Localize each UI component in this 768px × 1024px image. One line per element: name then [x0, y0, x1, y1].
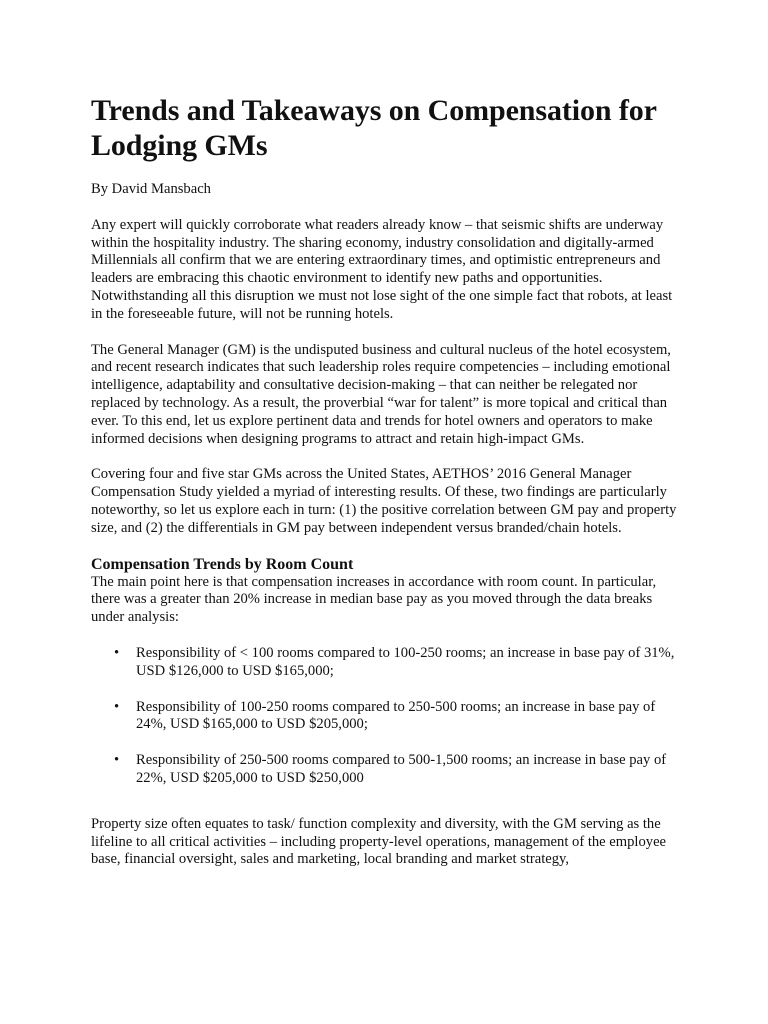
bullet-list [91, 645, 678, 788]
article-title: Trends and Takeaways on Compensation for Lodging GMs [91, 94, 657, 162]
section-intro: The main point here is that compensation increases in accordance with room count. In particular, there was a greater than 20% increase in median base pay as you moved through the data breaks under analysis: [91, 573, 657, 626]
section-heading: Compensation Trends by Room Count [91, 555, 354, 573]
paragraph-general-manager: The General Manager (GM) is the undisputed business and cultural nucleus of the hotel ecosystem, and recent research indicates that such leadership roles require competencies – including emotional intelligence, adaptability and consultative decision-making – that can neither be relegated nor replaced by technology. As a result, the proverbial “war for talent” is more topical and critical than ever. To this end, let us explore pertinent data and trends for hotel owners and operators to make informed decisions when designing programs to attract and retain high-impact GMs. [91, 341, 671, 447]
list-item: • Responsibility of < 100 rooms compared to 100-250 rooms; an increase in base pay of 31%, USD $126,000 to USD $165,000; [136, 645, 678, 681]
paragraph-property-size: Property size often equates to task/ function complexity and diversity, with the GM serving as the lifeline to all critical activities – including property-level operations, management of the employee base, financial oversight, sales and marketing, local branding and market strategy, [91, 815, 667, 868]
list-item: • Responsibility of 100-250 rooms compared to 250-500 rooms; an increase in base pay of 24%, USD $165,000 to USD $205,000; [136, 699, 678, 735]
list-item: • Responsibility of 250-500 rooms compared to 500-1,500 rooms; an increase in base pay of 22%, USD $205,000 to USD $250,000 [136, 752, 678, 788]
paragraph-study: Covering four and five star GMs across the United States, AETHOS’ 2016 General Manager Compensation Study yielded a myriad of interesting results. Of these, two findings are particularly noteworthy, so let us explore each in turn: (1) the positive correlation between GM pay and property size, and (2) the differentials in GM pay between independent versus branded/chain hotels. [91, 466, 677, 536]
article-byline: By David Mansbach [91, 181, 211, 197]
paragraph-intro: Any expert will quickly corroborate what readers already know – that seismic shifts are underway within the hospitality industry. The sharing economy, industry consolidation and digitally-armed Millennials all confirm that we are entering extraordinary times, and optimistic entrepreneurs and leaders are embracing this chaotic environment to identify new paths and opportunities. Notwithstanding all this disruption we must not lose sight of the one simple fact that robots, at least in the foreseeable future, will not be running hotels. [91, 216, 673, 322]
